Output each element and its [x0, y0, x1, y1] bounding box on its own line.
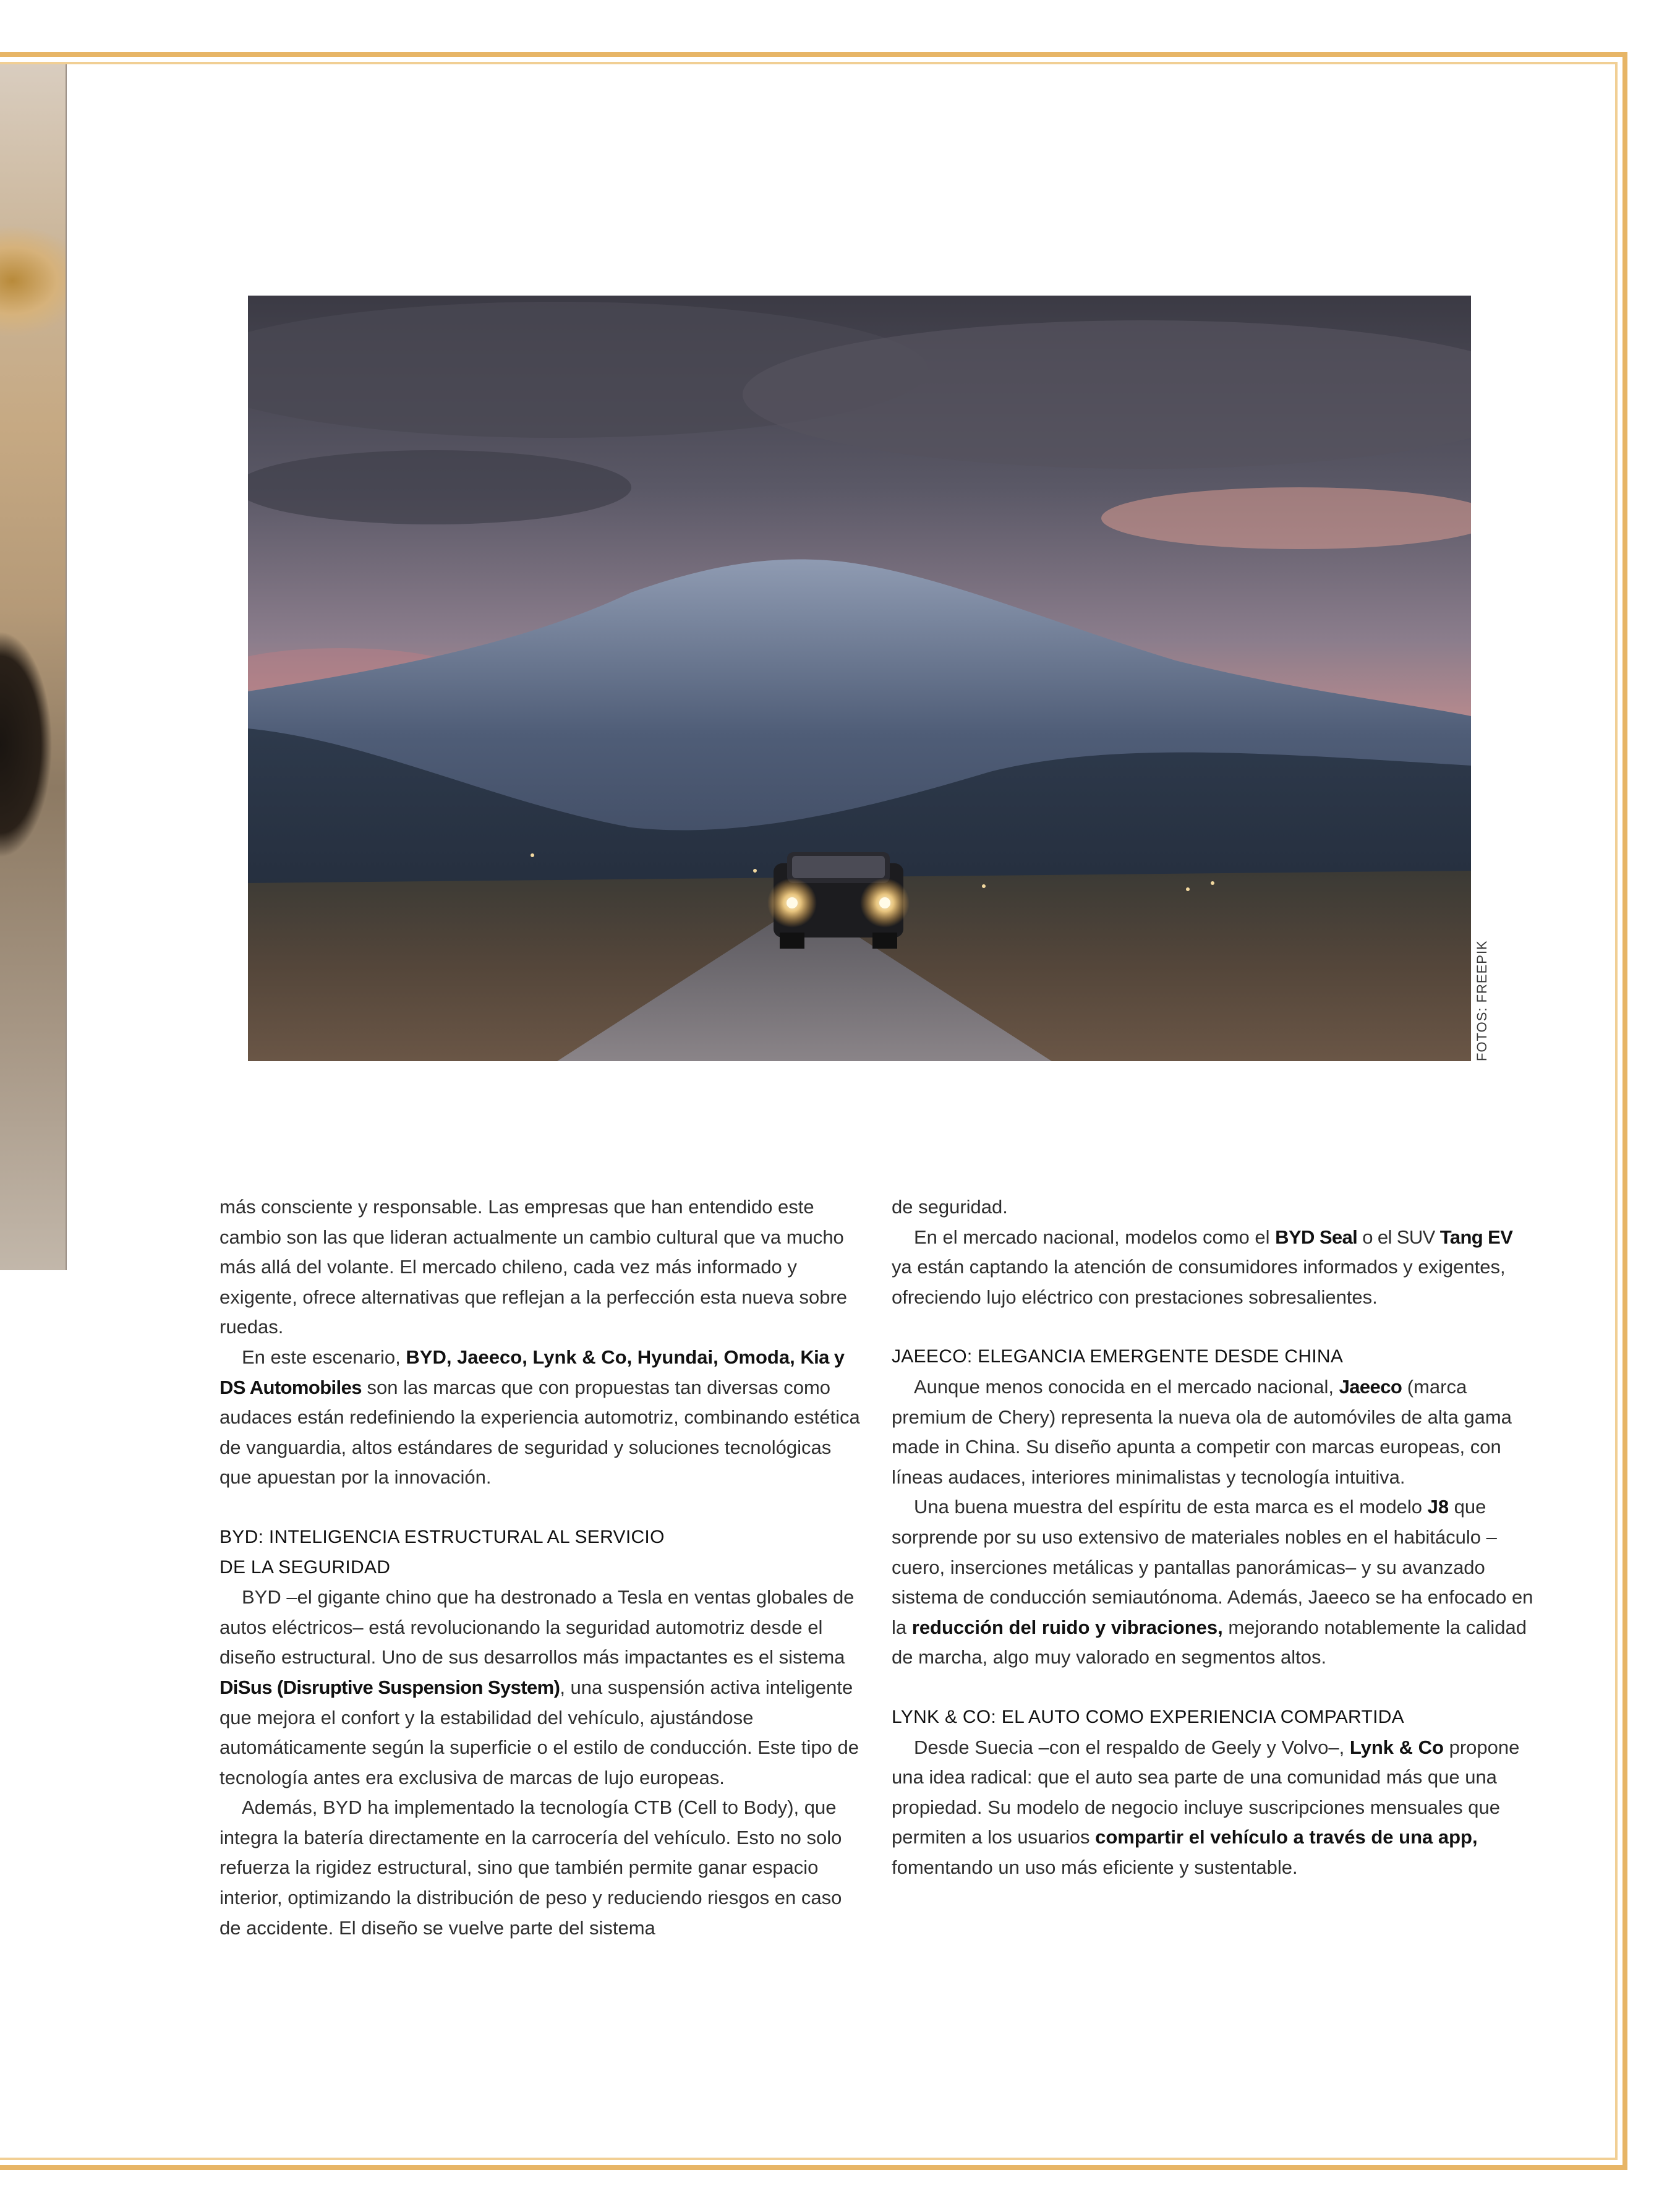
brands-list: BYD, Jaeeco, Lynk & Co, Hyundai, Omoda, [406, 1346, 795, 1368]
main-photo [248, 296, 1471, 1061]
paragraph: En el mercado nacional, modelos como el BYD Seal o el SUV Tang EV ya están captando la atención de consumidores informados y exigentes, ofreciendo lujo eléctrico con prestaciones sobresalientes. [892, 1226, 1513, 1308]
photo-credit: FOTOS: FREEPIK [1474, 940, 1490, 1061]
landscape-illustration [248, 296, 1471, 1061]
spacer [892, 1673, 1535, 1702]
section-heading-lynk: LYNK & CO: EL AUTO COMO EXPERIENCIA COMPARTIDA [892, 1706, 1404, 1727]
paragraph: En este escenario, BYD, Jaeeco, Lynk & Co, Hyundai, Omoda, Kia y DS Automobiles son las marcas que con propuestas tan diversas como audaces están redefiniendo la experiencia automotriz, combinando estética de vanguardia, altos estándares de seguridad y soluciones tecnológicas que apuestan por la innovación. [220, 1346, 860, 1488]
paragraph: Desde Suecia –con el respaldo de Geely y Volvo–, Lynk & Co propone una idea radical: que el auto sea parte de una comunidad más que una propiedad. Su modelo de negocio incluye suscripciones mensuales que permiten a los usuarios compartir el vehículo a través de una app, fomentando un uso más eficiente y sustentable. [892, 1736, 1520, 1878]
spacer [892, 1312, 1535, 1342]
paragraph: Aunque menos conocida en el mercado nacional, Jaeeco (marca premium de Chery) representa la nueva ola de automóviles de alta gama made in China. Su diseño apunta a competir con marcas europeas, con líneas audaces, interiores minimalistas y tecnología intuitiva. [892, 1375, 1512, 1488]
spacer [220, 1493, 863, 1523]
section-heading-byd: BYD: INTELIGENCIA ESTRUCTURAL AL SERVICIO DE LA SEGURIDAD [220, 1526, 665, 1578]
section-heading-jaeeco: JAEECO: ELEGANCIA EMERGENTE DESDE CHINA [892, 1346, 1344, 1367]
disus-highlight: DiSus (Disruptive Suspension System) [220, 1676, 560, 1698]
paragraph: de seguridad. [892, 1196, 1008, 1218]
paragraph: más consciente y responsable. Las empresas que han entendido este cambio son las que lideran actualmente un cambio cultural que va mucho más allá del volante. El mercado chileno, cada vez más informado y exigente, ofrece alternativas que reflejan a la perfección esta nueva sobre ruedas. [220, 1196, 848, 1338]
paragraph: Una buena muestra del espíritu de esta marca es el modelo J8 que sorprende por su uso extensivo de materiales nobles en el habitáculo –cuero, inserciones metálicas y pantallas panorámicas– y su avanzado sistema de conducción semiautónoma. Además, Jaeeco se ha enfocado en la reducción del ruido y vibraciones, mejorando notablemente la calidad de marcha, algo muy valorado en segmentos altos. [892, 1496, 1533, 1668]
paragraph: BYD –el gigante chino que ha destronado a Tesla en ventas globales de autos eléctricos– está revolucionando la seguridad automotriz desde el diseño estructural. Uno de sus desarrollos más impactantes es el sistema DiSus (Disruptive Suspension System), una suspensión activa inteligente que mejora el confort y la estabilidad del vehículo, ajustándose automáticamente según la superficie o el estilo de conducción. Este tipo de tecnología antes era exclusiva de marcas de lujo europeas. [220, 1586, 859, 1788]
article-right-column [892, 1192, 1535, 1882]
brands-list-cont: Kia y DS Automobiles [220, 1346, 845, 1398]
article-left-column [220, 1192, 863, 1943]
left-cropped-photo [0, 64, 67, 1270]
paragraph: Además, BYD ha implementado la tecnología CTB (Cell to Body), que integra la batería directamente en la carrocería del vehículo. Esto no solo refuerza la rigidez estructural, sino que también permite ganar espacio interior, optimizando la distribución de peso y reduciendo riesgos en caso de accidente. El diseño se vuelve parte del sistema [220, 1796, 842, 1939]
car [767, 852, 910, 949]
